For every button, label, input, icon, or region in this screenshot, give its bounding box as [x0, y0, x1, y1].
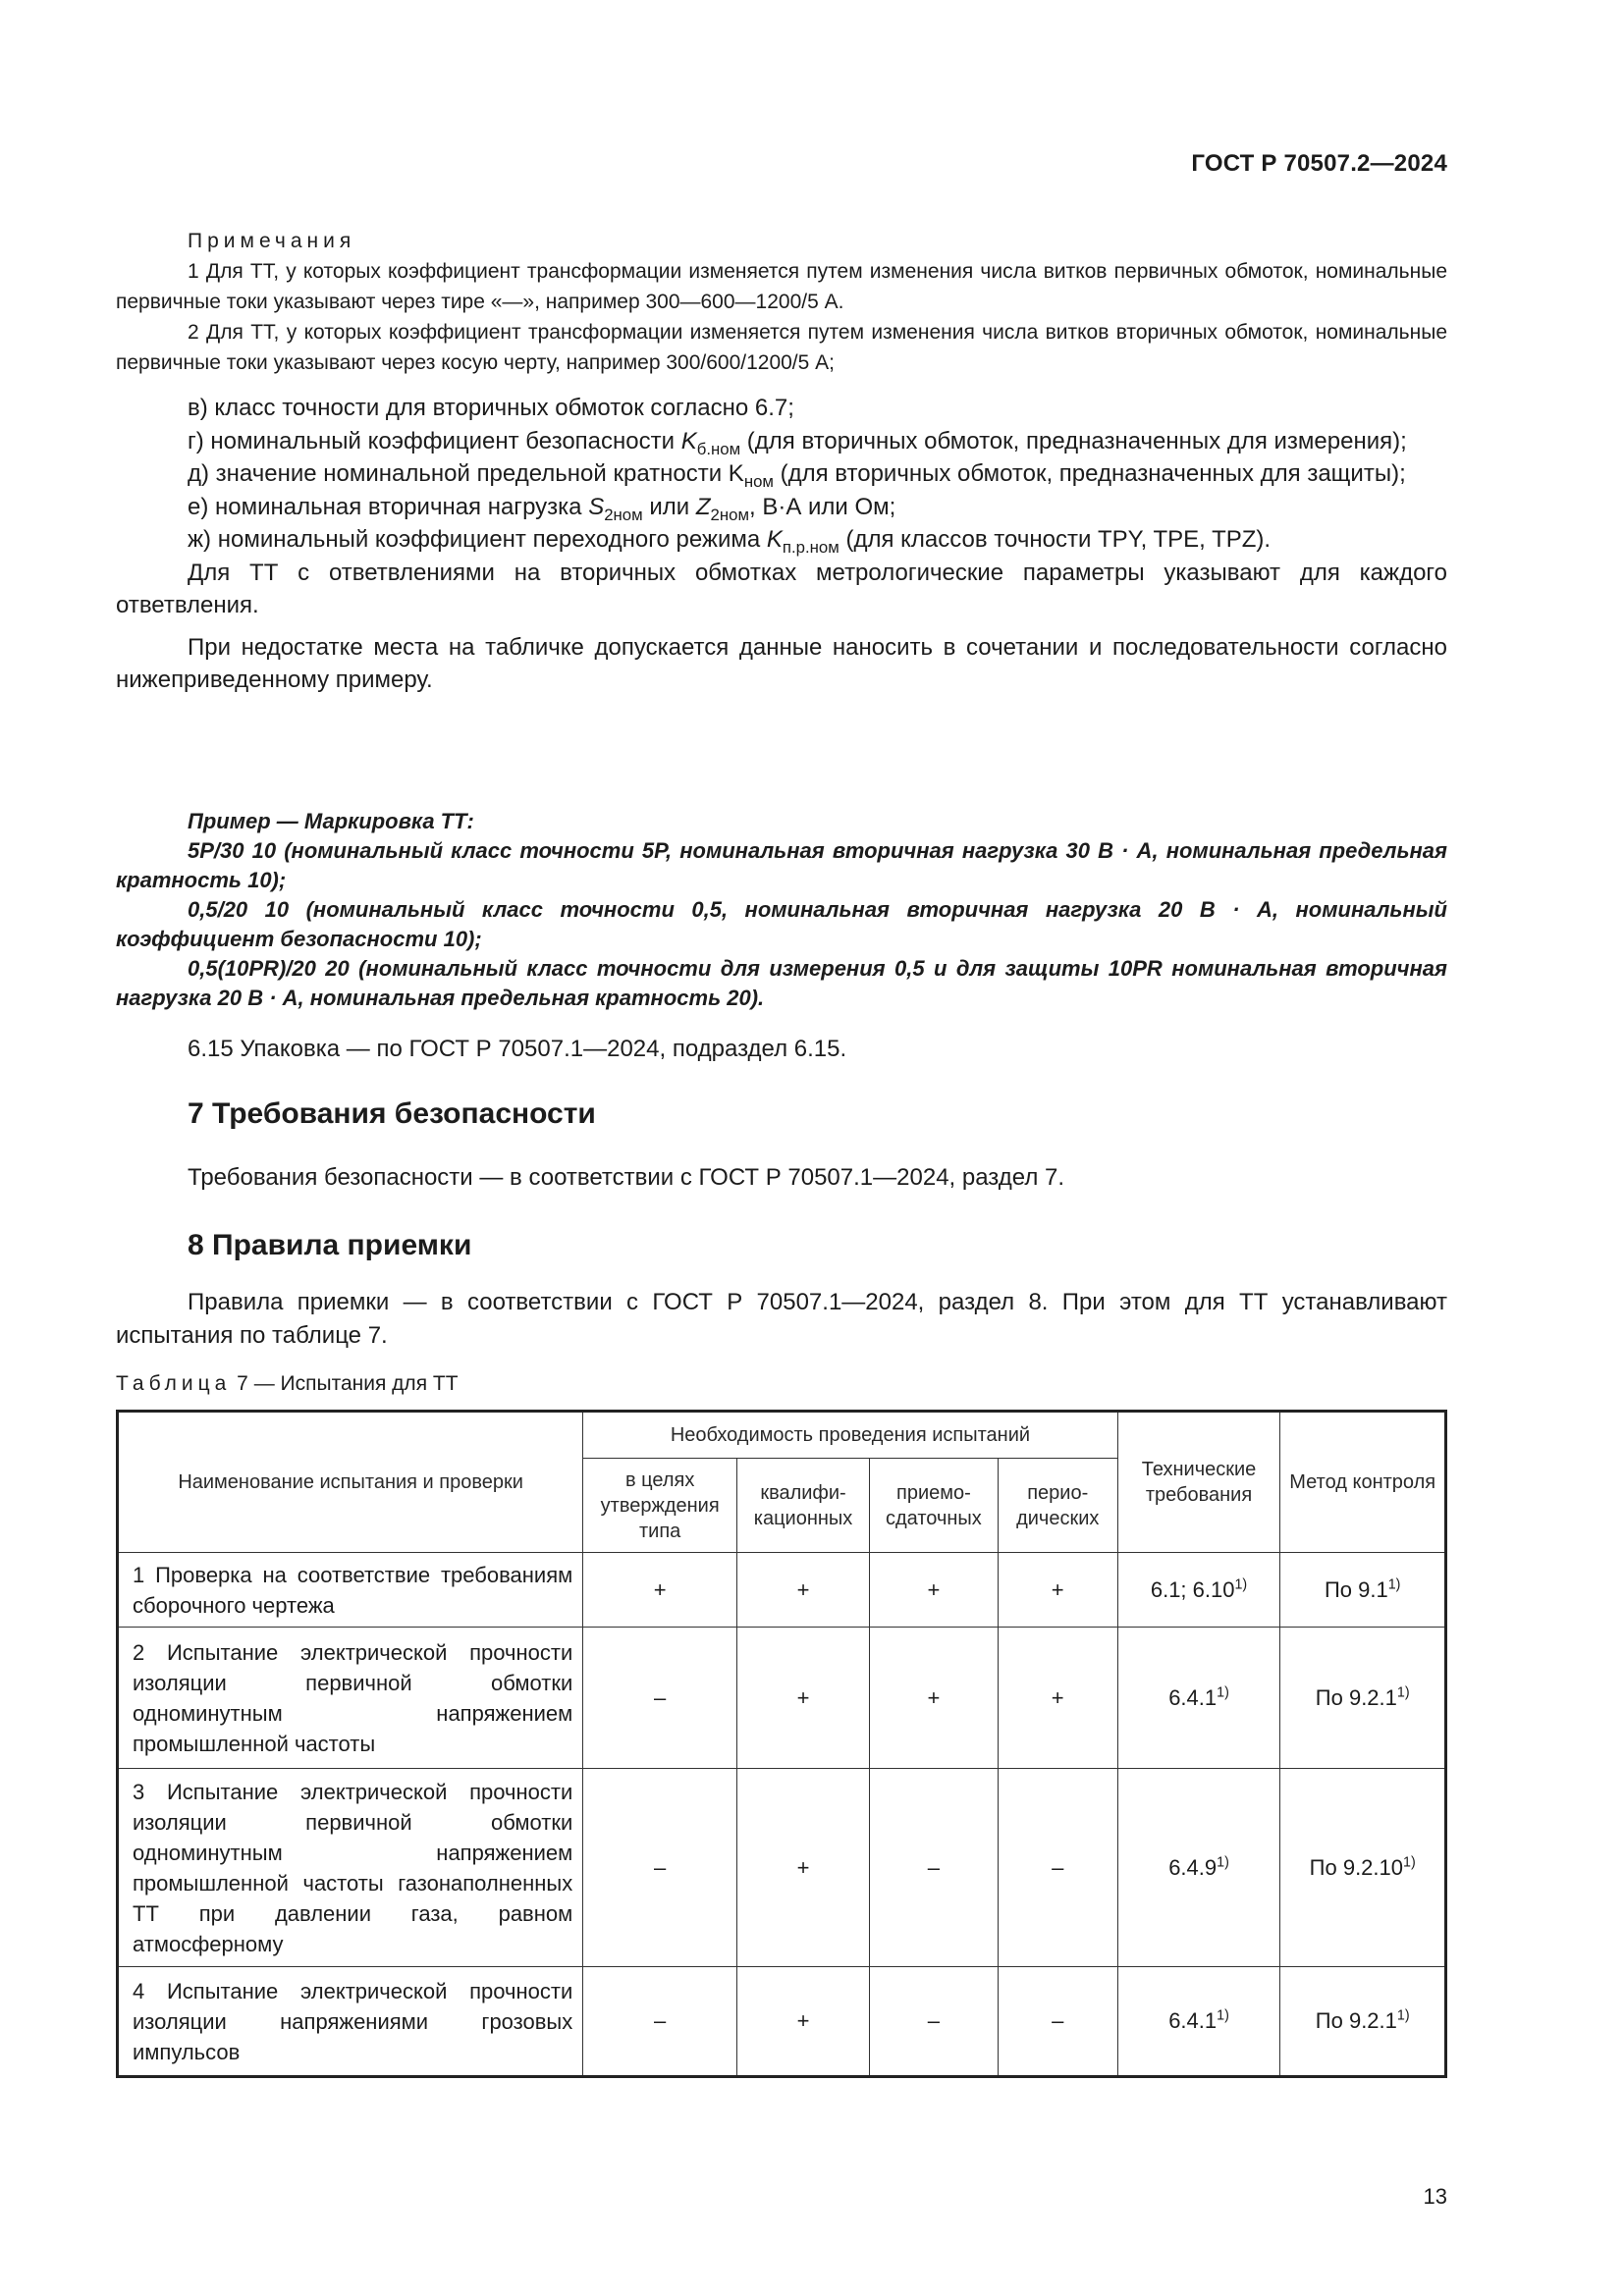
item-zh: ж) номинальный коэффициент переходного режима $K_{п.р.ном}$ (для классов точности TPY, TPE, TPZ). — [188, 526, 1272, 557]
tests-table — [116, 1410, 1447, 2078]
document-header: ГОСТ Р 70507.2—2024 — [1191, 150, 1447, 177]
requirements-list — [116, 392, 1447, 697]
test-name: 4 Испытание электрической прочности изоляции напряжениями грозовых импульсов — [118, 1967, 583, 2077]
cell-method: По 9.2.1$^{1)}$ — [1280, 1628, 1446, 1769]
table-row — [118, 1628, 1446, 1769]
cell-qualification: + — [737, 1769, 870, 1967]
example-line-1: 5P/30 10 (номинальный класс точности 5P, номинальная вторичная нагрузка 30 В · А, номинальная предельная кратность 10); — [116, 838, 1447, 892]
cell-qualification: + — [737, 1553, 870, 1628]
page-number: 13 — [1423, 2184, 1447, 2209]
cell-acceptance: + — [869, 1628, 998, 1769]
item-g: г) номинальный коэффициент безопасности $K_{б.ном}$ (для вторичных обмоток, предназначенных для измерения); — [188, 427, 1407, 458]
header-type-approval: в целях утверждения типа — [583, 1459, 737, 1553]
cell-acceptance: + — [869, 1553, 998, 1628]
section-8-title: 8 Правила приемки — [188, 1229, 472, 1261]
branches-paragraph: Для ТТ с ответвлениями на вторичных обмотках метрологические параметры указывают для каждого ответвления. — [116, 559, 1447, 618]
notes-block — [116, 226, 1447, 378]
item-v: в) класс точности для вторичных обмоток согласно 6.7; — [188, 395, 794, 421]
cell-type-approval: – — [583, 1769, 737, 1967]
table-row — [118, 1967, 1446, 2077]
table-row — [118, 1553, 1446, 1628]
example-title: Пример — Маркировка ТТ: — [188, 809, 474, 833]
note-1: 1 Для ТТ, у которых коэффициент трансформации изменяется путем изменения числа витков первичных обмоток, номинальные первичные токи указывают через тире «—», например 300—600—1200/5 А. — [116, 260, 1447, 313]
table-row — [118, 1769, 1446, 1967]
notes-title: Примечания — [188, 230, 356, 252]
header-tech-requirements: Технические требования — [1117, 1412, 1280, 1553]
cell-method: По 9.2.1$^{1)}$ — [1280, 1967, 1446, 2077]
test-name: 1 Проверка на соответствие требованиям сборочного чертежа — [118, 1553, 583, 1628]
space-paragraph: При недостатке места на табличке допускается данные наносить в сочетании и последовательности согласно нижеприведенному примеру. — [116, 633, 1447, 693]
example-line-2: 0,5/20 10 (номинальный класс точности 0,5, номинальная вторичная нагрузка 20 В · А, номинальный коэффициент безопасности 10); — [116, 897, 1447, 951]
example-line-3: 0,5(10PR)/20 20 (номинальный класс точности для измерения 0,5 и для защиты 10PR номинальная вторичная нагрузка 20 В · А, номинальная предельная кратность 20). — [116, 956, 1447, 1010]
cell-periodic: – — [998, 1967, 1117, 2077]
test-name: 3 Испытание электрической прочности изоляции первичной обмотки одноминутным напряжением промышленной частоты газонаполненных ТТ при давлении газа, равном атмосферному — [118, 1769, 583, 1967]
cell-tech: 6.4.1$^{1)}$ — [1117, 1967, 1280, 2077]
header-control-method: Метод контроля — [1280, 1412, 1446, 1553]
header-qualification: квалифи-кационных — [737, 1459, 870, 1553]
cell-type-approval: + — [583, 1553, 737, 1628]
header-test-name: Наименование испытания и проверки — [118, 1412, 583, 1553]
cell-type-approval: – — [583, 1967, 737, 2077]
table-caption: Таблица 7 — Испытания для ТТ — [116, 1372, 459, 1395]
cell-tech: 6.4.9$^{1)}$ — [1117, 1769, 1280, 1967]
cell-qualification: + — [737, 1628, 870, 1769]
cell-periodic: + — [998, 1628, 1117, 1769]
section-8-text: Правила приемки — в соответствии с ГОСТ Р 70507.1—2024, раздел 8. При этом для ТТ устанавливают испытания по таблице 7. — [116, 1289, 1447, 1349]
cell-tech: 6.1; 6.10$^{1)}$ — [1117, 1553, 1280, 1628]
test-name: 2 Испытание электрической прочности изоляции первичной обмотки одноминутным напряжением промышленной частоты — [118, 1628, 583, 1769]
cell-periodic: – — [998, 1769, 1117, 1967]
header-necessity: Необходимость проведения испытаний — [583, 1412, 1117, 1459]
cell-acceptance: – — [869, 1769, 998, 1967]
cell-acceptance: – — [869, 1967, 998, 2077]
cell-method: По 9.1$^{1)}$ — [1280, 1553, 1446, 1628]
section-7-title: 7 Требования безопасности — [188, 1097, 596, 1130]
document-page — [116, 0, 1447, 2296]
note-2: 2 Для ТТ, у которых коэффициент трансформации изменяется путем изменения числа витков вторичных обмоток, номинальные первичные токи указывают через косую черту, например 300/600/1200/5 А; — [116, 321, 1447, 374]
item-d: д) значение номинальной предельной кратности $K_{ном}$ (для вторичных обмоток, предназначенных для защиты); — [188, 460, 1406, 491]
cell-qualification: + — [737, 1967, 870, 2077]
cell-periodic: + — [998, 1553, 1117, 1628]
header-periodic: перио-дических — [998, 1459, 1117, 1553]
item-e: е) номинальная вторичная нагрузка $S_{2ном}$ или $Z_{2ном}$, В·А или Ом; — [188, 493, 896, 524]
example-block — [116, 807, 1447, 1013]
cell-tech: 6.4.1$^{1)}$ — [1117, 1628, 1280, 1769]
header-acceptance: приемо-сдаточных — [869, 1459, 998, 1553]
cell-method: По 9.2.10$^{1)}$ — [1280, 1769, 1446, 1967]
section-6-15: 6.15 Упаковка — по ГОСТ Р 70507.1—2024, подраздел 6.15. — [188, 1036, 847, 1062]
cell-type-approval: – — [583, 1628, 737, 1769]
section-7-text: Требования безопасности — в соответствии с ГОСТ Р 70507.1—2024, раздел 7. — [188, 1164, 1065, 1191]
